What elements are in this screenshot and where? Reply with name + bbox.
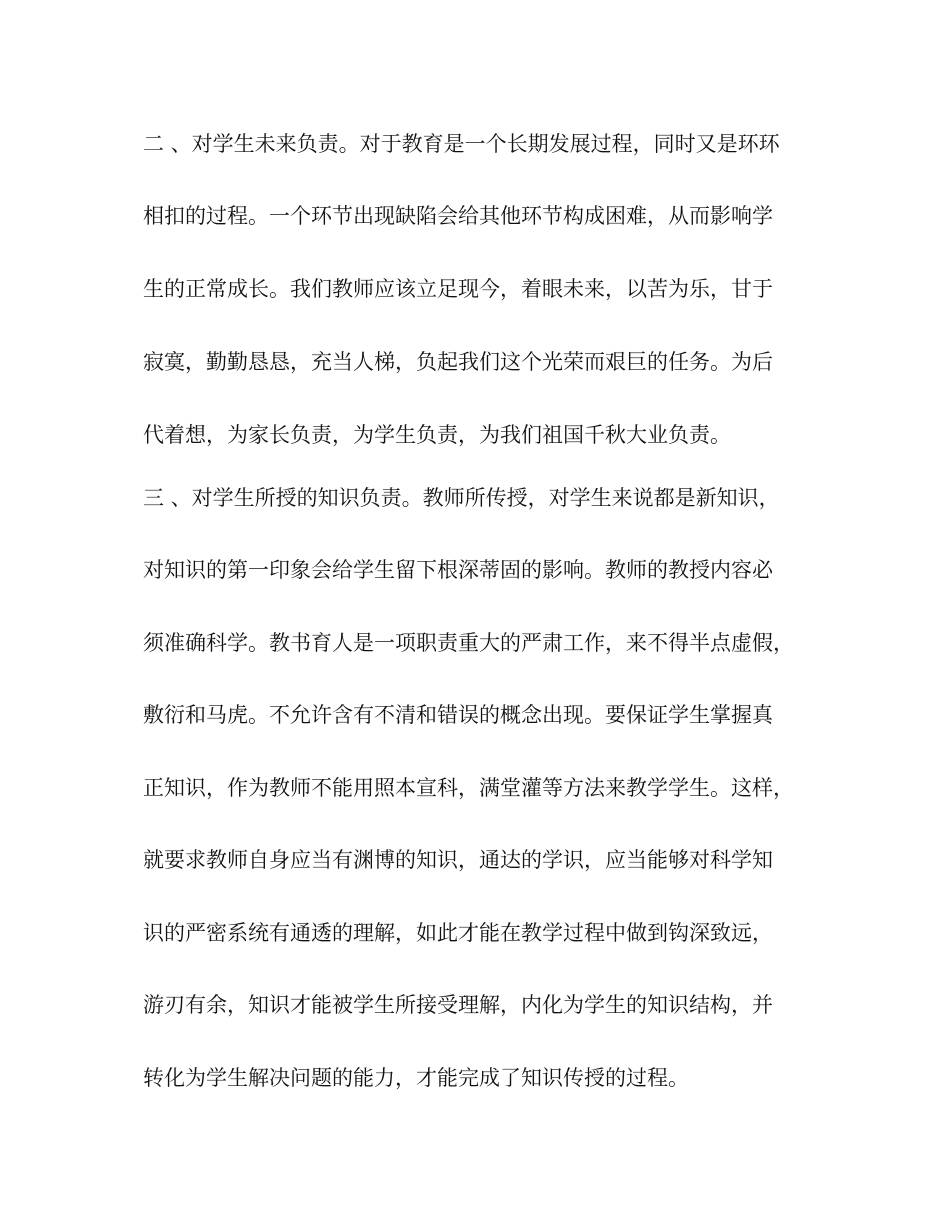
text-line-3: 生的正常成长。我们教师应该立足现今，着眼未来，以苦为乐，甘于 — [143, 277, 773, 301]
text-line-4: 寂寞，勤勤恳恳，充当人梯，负起我们这个光荣而艰巨的任务。为后 — [143, 350, 773, 374]
text-line-9: 敷衍和马虎。不允许含有不清和错误的概念出现。要保证学生掌握真 — [143, 703, 773, 727]
text-line-13: 游刃有余，知识才能被学生所接受理解，内化为学生的知识结构，并 — [143, 993, 773, 1017]
text-line-12: 识的严密系统有通透的理解，如此才能在教学过程中做到钩深致远， — [143, 921, 773, 945]
text-line-14: 转化为学生解决问题的能力，才能完成了知识传授的过程。 — [143, 1066, 689, 1090]
text-line-10: 正知识，作为教师不能用照本宣科，满堂灌等方法来教学学生。这样， — [143, 776, 794, 800]
text-line-11: 就要求教师自身应当有渊博的知识，通达的学识，应当能够对科学知 — [143, 848, 773, 872]
text-line-5: 代着想，为家长负责，为学生负责，为我们祖国千秋大业负责。 — [143, 423, 731, 447]
text-line-8: 须准确科学。教书育人是一项职责重大的严肃工作，来不得半点虚假， — [143, 631, 794, 655]
text-line-7: 对知识的第一印象会给学生留下根深蒂固的影响。教师的教授内容必 — [143, 558, 773, 582]
text-line-1: 二 、对学生未来负责。对于教育是一个长期发展过程，同时又是环环 — [143, 132, 780, 156]
text-line-2: 相扣的过程。一个环节出现缺陷会给其他环节构成困难，从而影响学 — [143, 204, 773, 228]
text-line-6: 三 、对学生所授的知识负责。教师所传授，对学生来说都是新知识， — [143, 486, 780, 510]
